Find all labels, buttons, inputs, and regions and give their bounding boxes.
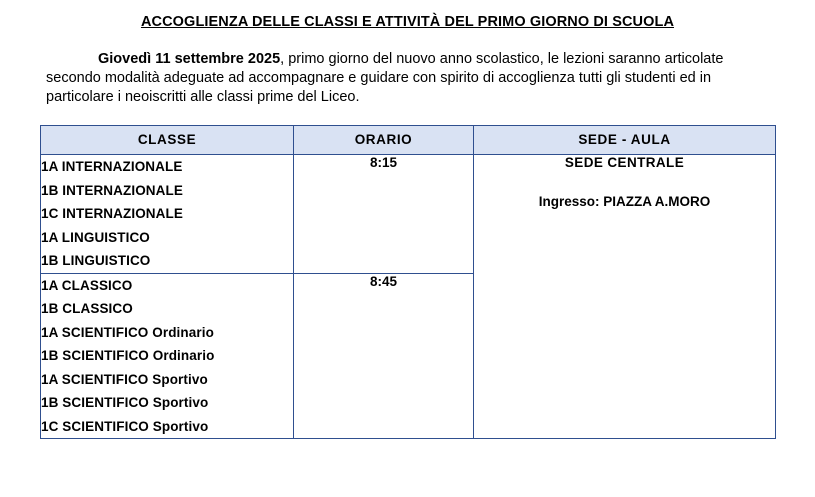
column-header-sede: SEDE - AULA (474, 126, 776, 155)
column-header-orario: ORARIO (294, 126, 474, 155)
venue-name: SEDE CENTRALE (564, 155, 685, 171)
class-item: 1A SCIENTIFICO Ordinario (41, 324, 214, 340)
column-header-classe: CLASSE (41, 126, 294, 155)
venue-cell (474, 155, 776, 439)
class-item: 1C SCIENTIFICO Sportivo (41, 418, 209, 434)
document-page (0, 14, 815, 497)
class-item: 1A SCIENTIFICO Sportivo (41, 371, 208, 387)
time-cell-group-1: 8:15 (294, 155, 474, 273)
classes-cell-group-1 (41, 155, 294, 273)
class-item: 1A LINGUISTICO (41, 229, 150, 245)
schedule-table (40, 125, 776, 439)
class-item: 1A CLASSICO (41, 277, 133, 293)
class-item: 1C INTERNAZIONALE (41, 206, 183, 222)
class-item: 1B SCIENTIFICO Sportivo (41, 395, 209, 411)
class-item: 1A INTERNAZIONALE (41, 159, 183, 175)
intro-body: , primo giorno del nuovo anno scolastico, le lezioni saranno articolate secondo modalità adeguate ad accompagnare e guidare con spirito di accoglienza tutti gli studenti ed in particolare i neoiscritti alle classi prime del Liceo. (46, 51, 724, 106)
intro-date: Giovedì 11 settembre 2025 (98, 51, 281, 67)
class-item: 1B INTERNAZIONALE (41, 182, 183, 198)
intro-paragraph (46, 50, 769, 107)
venue-address: Ingresso: PIAZZA A.MORO (538, 193, 711, 209)
table-header-row (41, 126, 776, 155)
time-cell-group-2: 8:45 (294, 273, 474, 438)
class-item: 1B SCIENTIFICO Ordinario (41, 348, 215, 364)
table-row (41, 155, 776, 273)
class-item: 1B LINGUISTICO (41, 253, 151, 269)
classes-cell-group-2 (41, 273, 294, 438)
page-title: ACCOGLIENZA DELLE CLASSI E ATTIVITÀ DEL PRIMO GIORNO DI SCUOLA (140, 14, 675, 30)
class-item: 1B CLASSICO (41, 301, 133, 317)
